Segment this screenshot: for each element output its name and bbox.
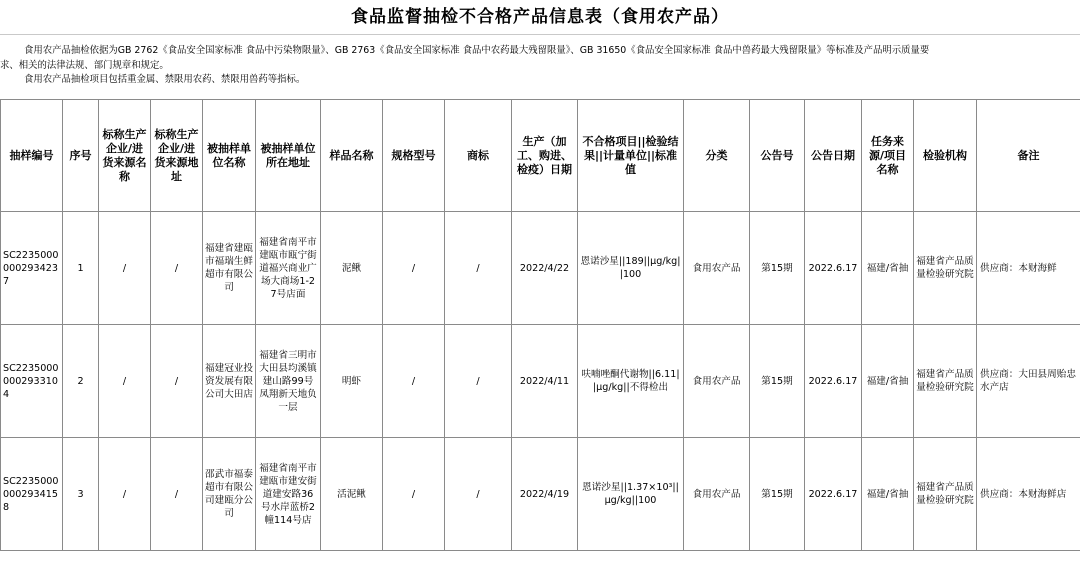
cell-date: 2022/4/19 [512, 438, 578, 551]
cell-lab: 福建省产品质量检验研究院 [914, 212, 977, 325]
header-date: 生产（加工、购进、检疫）日期 [512, 100, 578, 212]
cell-spec: / [383, 212, 445, 325]
cell-lab: 福建省产品质量检验研究院 [914, 325, 977, 438]
header-row [1, 100, 1080, 212]
page-title: 食品监督抽检不合格产品信息表（食用农产品） [0, 0, 1080, 35]
intro-notes [0, 44, 1078, 88]
header-category: 分类 [684, 100, 750, 212]
cell-sampled-addr: 福建省南平市建瓯市瓯宁街道福兴商业广场大商场1-27号店面 [256, 212, 321, 325]
header-product: 样品名称 [321, 100, 383, 212]
header-seq: 序号 [63, 100, 99, 212]
header-failed-item: 不合格项目||检验结果||计量单位||标准值 [578, 100, 684, 212]
cell-product: 明虾 [321, 325, 383, 438]
cell-task-source: 福建/省抽 [862, 325, 914, 438]
cell-brand: / [445, 325, 512, 438]
cell-date: 2022/4/22 [512, 212, 578, 325]
cell-brand: / [445, 438, 512, 551]
cell-sample-no: SC22350000002933104 [1, 325, 63, 438]
cell-notice-no: 第15期 [750, 212, 805, 325]
cell-lab: 福建省产品质量检验研究院 [914, 438, 977, 551]
cell-remark: 供应商：本财海鲜店 [977, 438, 1080, 551]
cell-failed-item: 呋喃唑酮代谢物||6.11||μg/kg||不得检出 [578, 325, 684, 438]
cell-notice-no: 第15期 [750, 325, 805, 438]
cell-producer-addr: / [151, 325, 203, 438]
header-producer-name: 标称生产企业/进货来源名称 [99, 100, 151, 212]
header-producer-addr: 标称生产企业/进货来源地址 [151, 100, 203, 212]
cell-remark: 供应商：本财海鲜 [977, 212, 1080, 325]
cell-sampled-unit: 邵武市福泰超市有限公司建瓯分公司 [203, 438, 256, 551]
cell-notice-date: 2022.6.17 [805, 212, 862, 325]
table-row [1, 212, 1080, 325]
header-brand: 商标 [445, 100, 512, 212]
cell-failed-item: 恩诺沙星||1.37×10³||μg/kg||100 [578, 438, 684, 551]
header-notice-date: 公告日期 [805, 100, 862, 212]
cell-spec: / [383, 438, 445, 551]
results-table [0, 99, 1080, 551]
header-notice-no: 公告号 [750, 100, 805, 212]
cell-remark: 供应商：大田县周贻忠水产店 [977, 325, 1080, 438]
cell-category: 食用农产品 [684, 212, 750, 325]
cell-product: 活泥鳅 [321, 438, 383, 551]
cell-sampled-unit: 福建冠业投资发展有限公司大田店 [203, 325, 256, 438]
header-sampled-unit: 被抽样单位名称 [203, 100, 256, 212]
cell-spec: / [383, 325, 445, 438]
cell-task-source: 福建/省抽 [862, 438, 914, 551]
cell-product: 泥鳅 [321, 212, 383, 325]
header-sampled-addr: 被抽样单位所在地址 [256, 100, 321, 212]
intro-line-3: 食用农产品抽检项目包括重金属、禁限用农药、禁限用兽药等指标。 [24, 74, 306, 85]
header-remark: 备注 [977, 100, 1080, 212]
cell-seq: 1 [63, 212, 99, 325]
cell-date: 2022/4/11 [512, 325, 578, 438]
cell-task-source: 福建/省抽 [862, 212, 914, 325]
cell-producer-name: / [99, 438, 151, 551]
cell-sample-no: SC22350000002934158 [1, 438, 63, 551]
cell-failed-item: 恩诺沙星||189||μg/kg||100 [578, 212, 684, 325]
cell-seq: 3 [63, 438, 99, 551]
cell-producer-addr: / [151, 212, 203, 325]
header-lab: 检验机构 [914, 100, 977, 212]
intro-line-2: 求、相关的法律法规、部门规章和规定。 [0, 59, 169, 71]
header-sample-no: 抽样编号 [1, 100, 63, 212]
cell-notice-date: 2022.6.17 [805, 438, 862, 551]
table-row [1, 438, 1080, 551]
header-spec: 规格型号 [383, 100, 445, 212]
cell-notice-date: 2022.6.17 [805, 325, 862, 438]
cell-notice-no: 第15期 [750, 438, 805, 551]
intro-line-1: 食用农产品抽检依据为GB 2762《食品安全国家标准 食品中污染物限量》、GB 2763《食品安全国家标准 食品中农药最大残留限量》、GB 31650《食品安全国家标准 食品中兽药最大残留限量》等标准及产品明示质量要 [24, 45, 930, 56]
table-row [1, 325, 1080, 438]
cell-sample-no: SC22350000002934237 [1, 212, 63, 325]
header-task-source: 任务来源/项目名称 [862, 100, 914, 212]
cell-category: 食用农产品 [684, 325, 750, 438]
cell-brand: / [445, 212, 512, 325]
cell-sampled-addr: 福建省三明市大田县均溪镇建山路99号凤翔新天地负一层 [256, 325, 321, 438]
cell-sampled-unit: 福建省建瓯市福瑞生鲜超市有限公司 [203, 212, 256, 325]
cell-seq: 2 [63, 325, 99, 438]
cell-producer-name: / [99, 212, 151, 325]
cell-category: 食用农产品 [684, 438, 750, 551]
cell-sampled-addr: 福建省南平市建瓯市建安街道建安路36号水岸蓝桥2幢114号店 [256, 438, 321, 551]
cell-producer-name: / [99, 325, 151, 438]
cell-producer-addr: / [151, 438, 203, 551]
